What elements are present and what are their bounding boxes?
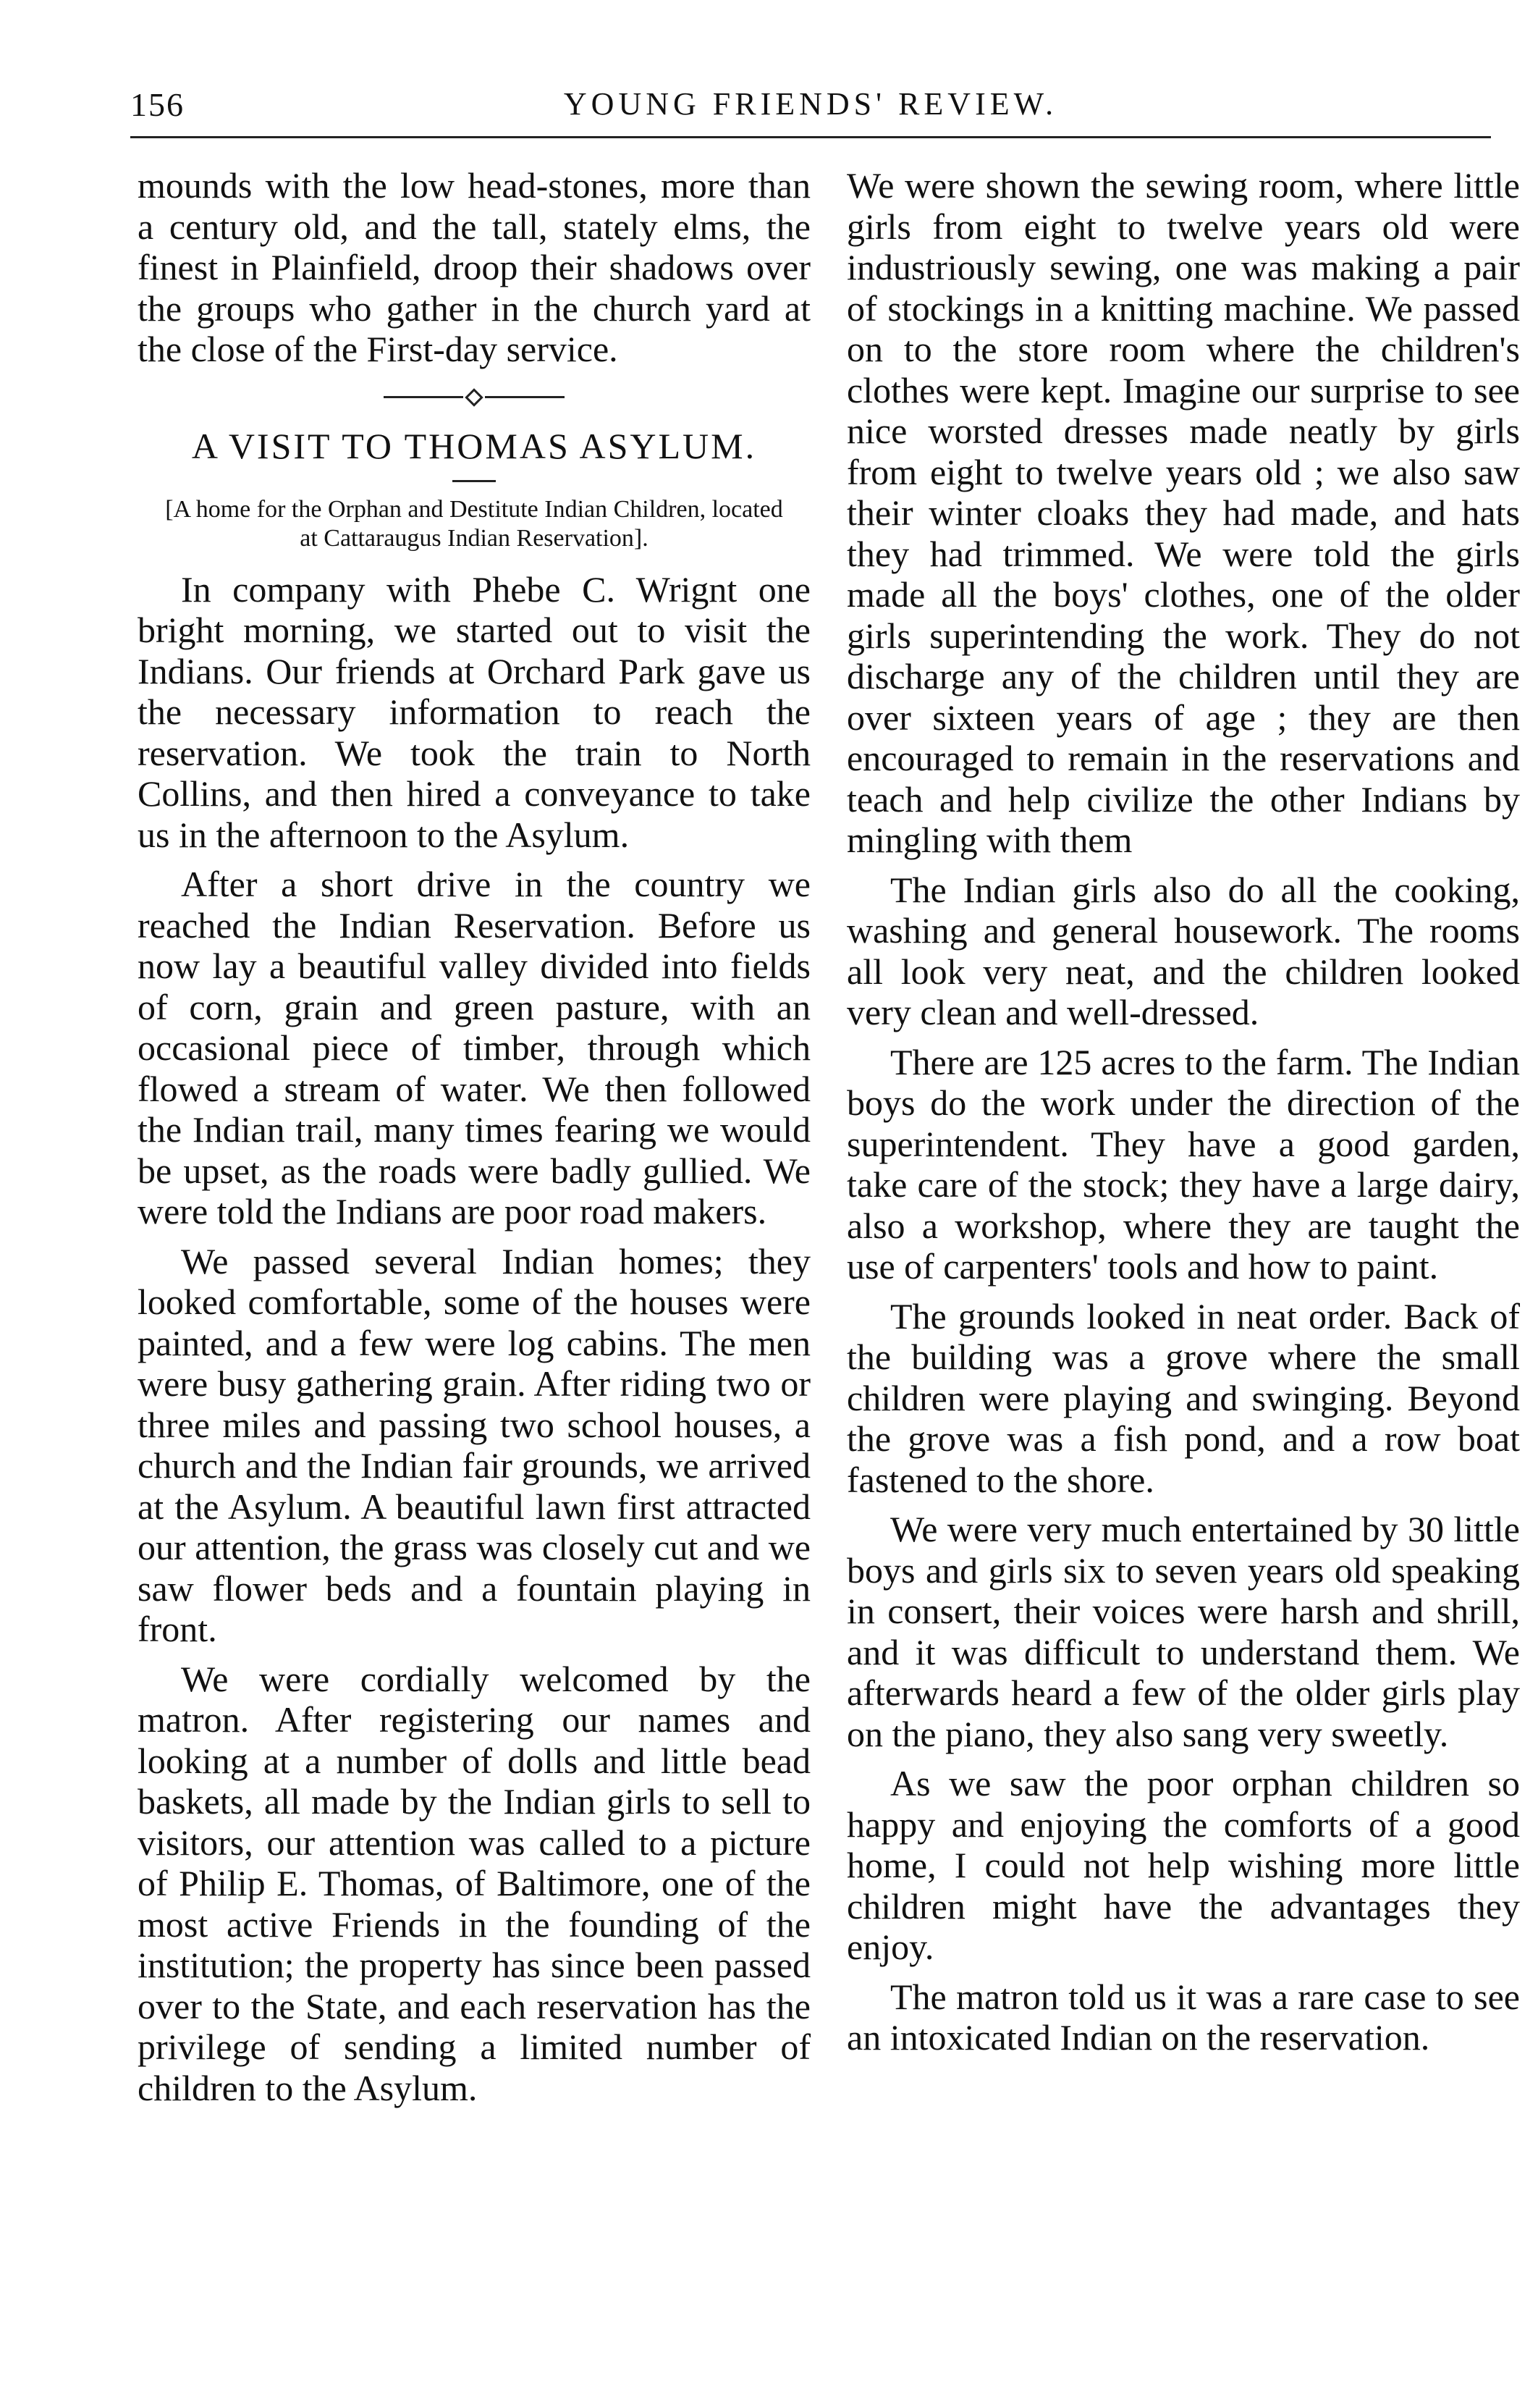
diamond-ornament-icon: [465, 388, 483, 406]
article-paragraph: The Indian girls also do all the cooking, washing and general housework. The rooms all look very neat, and the children looked very clean and well-dressed.: [847, 869, 1520, 1032]
intro-paragraph: mounds with the low head-stones, more than a century old, and the tall, stately elms, the finest in Plainfield, droop their shadows over the groups who gather in the church yard at the close of the First-day service.: [138, 165, 811, 369]
article-paragraph: We were cordially welcomed by the matron. After registering our names and looking at a number of dolls and little bead baskets, all made by the Indian girls to sell to visitors, our attention was called to a picture of Philip E. Thomas, of Baltimore, one of the most active Friends in the founding of the institution; the property has since been passed over to the State, and each reservation has the privilege of sending a limited number of children to the Asylum.: [138, 1658, 811, 2108]
article-title: A VISIT TO THOMAS ASYLUM.: [191, 425, 757, 466]
article-paragraph: In company with Phebe C. Wrignt one bright morning, we started out to visit the Indians. Our friends at Orchard Park gave us the necessary information to reach the reservation. We took the train to North Collins, and then hired a conveyance to take us in the afternoon to the Asylum.: [138, 568, 811, 855]
article-paragraph: As we saw the poor orphan children so happy and enjoying the comforts of a good home, I could not help wishing more little children might have the advantages they enjoy.: [847, 1763, 1520, 1967]
article-paragraph: We passed several Indian homes; they looked comfortable, some of the houses were painted, and a few were log cabins. The men were busy gathering grain. After riding two or three miles and passing two school houses, a church and the Indian fair grounds, we arrived at the Asylum. A beautiful lawn first attracted our attention, the grass was closely cut and we saw flower beds and a fountain playing in front.: [138, 1240, 811, 1649]
page-header: [130, 85, 1491, 136]
title-rule: [452, 480, 496, 482]
section-divider: [138, 383, 811, 412]
article-paragraph: After a short drive in the country we reached the Indian Reservation. Before us now lay a beautiful valley divided into fields of corn, grain and green pasture, with an occasional piece of timber, through which flowed a stream of water. We then followed the Indian trail, many times fearing we would be upset, as the roads were badly gullied. We were told the Indians are poor road makers.: [138, 864, 811, 1232]
article-paragraph: We were very much entertained by 30 little boys and girls six to seven years old speaking in consert, their voices were harsh and shrill, and it was difficult to understand them. We afterwards heard a few of the older girls play on the piano, they also sang very sweetly.: [847, 1509, 1520, 1754]
divider-bar: [485, 396, 565, 398]
header-rule: [130, 136, 1491, 138]
divider-bar: [384, 396, 463, 398]
article-subtitle: [A home for the Orphan and Destitute Indian Children, located at Cattaraugus Indian Reservation].: [165, 495, 783, 552]
article-paragraph: There are 125 acres to the farm. The Indian boys do the work under the direction of the superintendent. They have a good garden, take care of the stock; they have a large dairy, also a workshop, where they are taught the use of carpenters' tools and how to paint.: [847, 1041, 1520, 1287]
article-paragraph: The grounds looked in neat order. Back of the building was a grove where the small children were playing and swinging. Beyond the grove was a fish pond, and a row boat fastened to the shore.: [847, 1295, 1520, 1500]
article-paragraph: We were shown the sewing room, where little girls from eight to twelve years old were industriously sewing, one was making a pair of stockings in a knitting machine. We passed on to the store room where the children's clothes were kept. Imagine our surprise to see nice worsted dresses made neatly by girls from eight to twelve years old ; we also saw their winter cloaks they had made, and hats they had trimmed. We were told the girls made all the boys' clothes, one of the older girls superintending the work. They do not discharge any of the children until they are over sixteen years of age ; they are then encouraged to remain in the reservations and teach and help civilize the other Indians by mingling with them: [847, 165, 1520, 860]
page-number: 156: [130, 86, 185, 123]
article-paragraph: The matron told us it was a rare case to see an intoxicated Indian on the reservation.: [847, 1976, 1520, 2058]
right-column: [847, 165, 1520, 2067]
running-head: YOUNG FRIENDS' REVIEW.: [563, 86, 1058, 122]
left-column: [138, 165, 811, 2117]
